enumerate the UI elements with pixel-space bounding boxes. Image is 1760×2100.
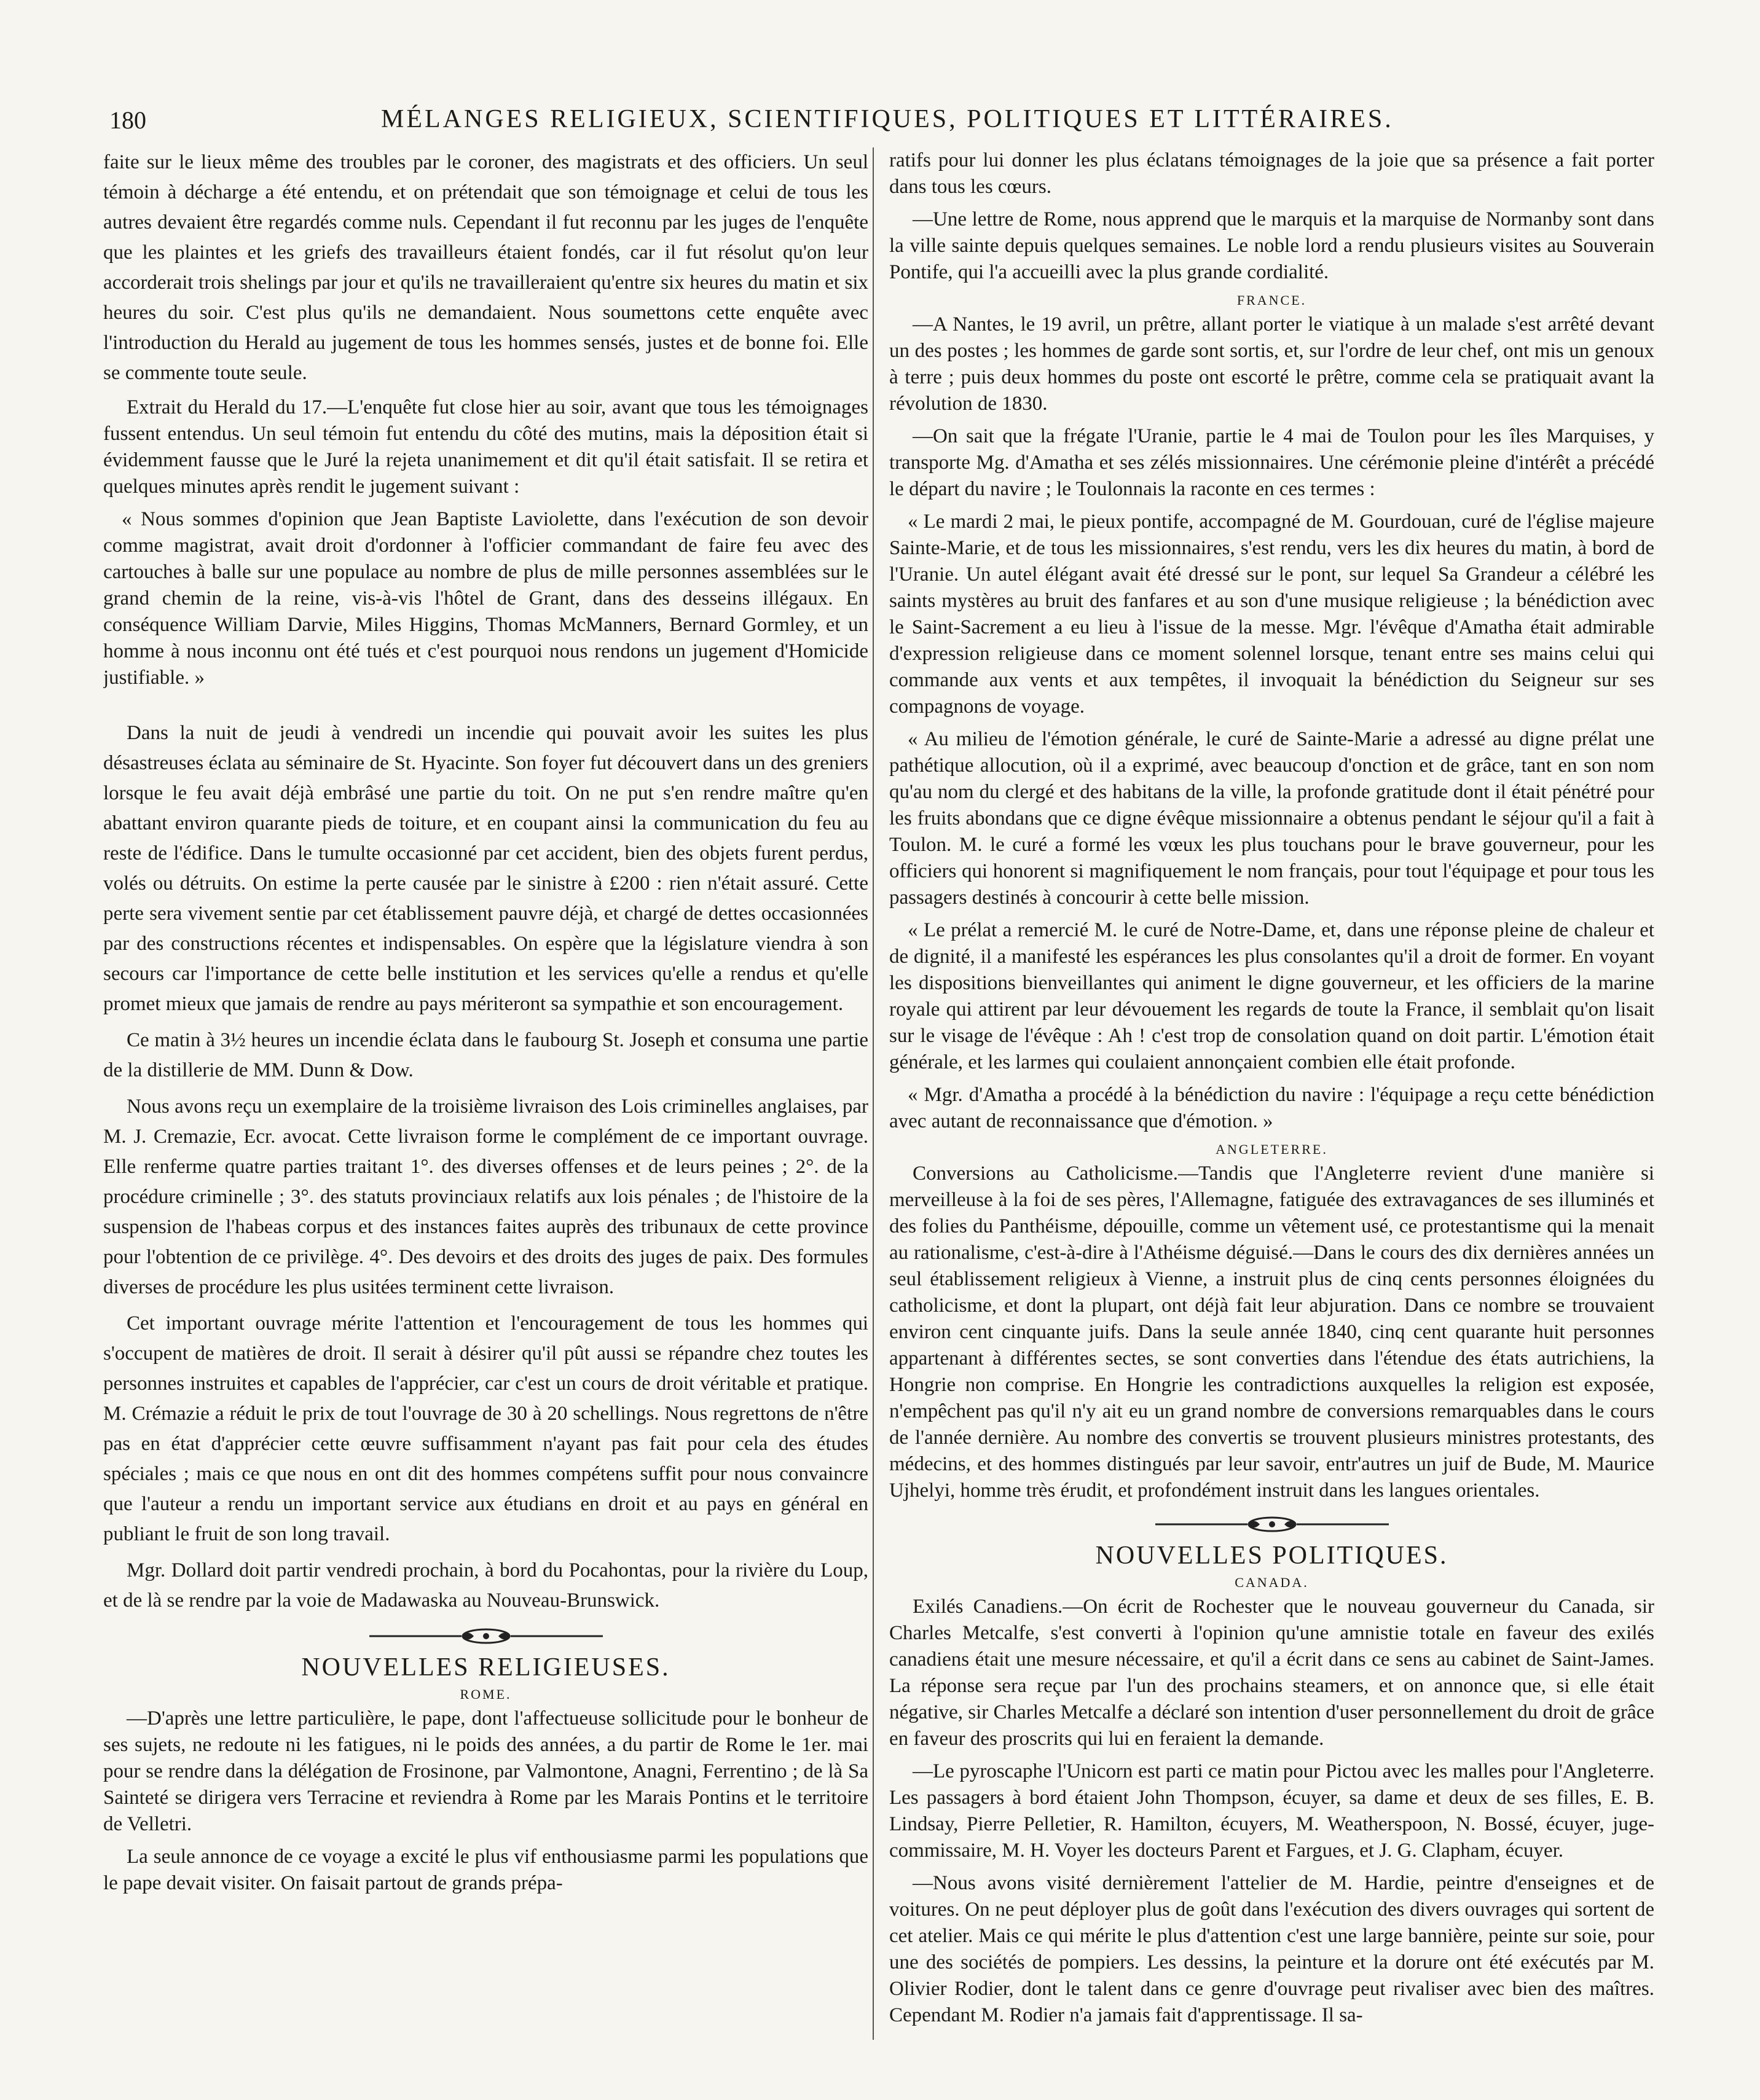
article-paragraph: —On sait que la frégate l'Uranie, partie le 4 mai de Toulon pour les îles Marquises, y transporte Mg. d'Amatha et ses zélés missionnaires. Une cérémonie pleine d'intérêt a précédé le départ du navire ; le Toulonnais la raconte en ces termes : bbox=[889, 425, 1654, 500]
section-heading-politiques: NOUVELLES POLITIQUES. bbox=[1095, 1542, 1448, 1570]
article-paragraph: —Une lettre de Rome, nous apprend que le marquis et la marquise de Normanby sont dans la ville sainte depuis quelques semaines. Le noble lord a rendu plusieurs visites au Souverain Pontife, qui l'a accueilli avec la plus grande cordialité. bbox=[889, 208, 1654, 283]
article-paragraph: ratifs pour lui donner les plus éclatans témoignages de la joie que sa présence a fait porter dans tous les cœurs. bbox=[889, 149, 1654, 198]
quoted-paragraph: « Mgr. d'Amatha a procédé à la bénédiction du navire : l'équipage a reçu cette bénédiction avec autant de reconnaissance que d'émotion. » bbox=[889, 1084, 1654, 1132]
left-column bbox=[103, 147, 868, 2040]
place-heading-rome: ROME. bbox=[460, 1687, 512, 1702]
ornament-divider-icon bbox=[1155, 1515, 1389, 1534]
article-paragraph: Exilés Canadiens.—On écrit de Rochester que le nouveau gouverneur du Canada, sir Charles Metcalfe, s'est converti à l'opinion qu'une amnistie totale en faveur des exilés canadiens était une mesure nécessaire, et qu'il a écrit dans ce sens au cabinet de Saint-James. La réponse sera reçue par l'un des prochains steamers, et on annonce que, si elle était négative, sir Charles Metcalfe a déclaré son intention d'user personnellement du droit de grâce en faveur des proscrits qui lui en feraient la demande. bbox=[889, 1596, 1654, 1750]
place-heading-canada: CANADA. bbox=[1235, 1575, 1309, 1590]
ornament-divider-icon bbox=[369, 1627, 603, 1645]
running-title: MÉLANGES RELIGIEUX, SCIENTIFIQUES, POLITIQUES ET LITTÉRAIRES. bbox=[381, 105, 1394, 133]
article-paragraph: Mgr. Dollard doit partir vendredi prochain, à bord du Pocahontas, pour la rivière du Loup, et de là se rendre par la voie de Madawaska au Nouveau-Brunswick. bbox=[103, 1559, 868, 1612]
section-heading-religieuses: NOUVELLES RELIGIEUSES. bbox=[301, 1653, 670, 1682]
place-heading-angleterre: ANGLETERRE. bbox=[1216, 1142, 1328, 1157]
quoted-paragraph: « Au milieu de l'émotion générale, le curé de Sainte-Marie a adressé au digne prélat une pathétique allocution, où il a exprimé, avec beaucoup d'onction et de grâce, tant en son nom qu'au nom du clergé et des habitans de la ville, la profonde gratitude dont il était pénétré pour les fruits abondans que ce digne évêque missionnaire a obtenus pendant le séjour qu'il a fait à Toulon. M. le curé a formé les vœux les plus touchans pour le brave gouverneur, pour les officiers qui honorent si magnifiquement le nom français, pour tout l'équipage et pour tous les passagers destinés à concourir à cette belle mission. bbox=[889, 728, 1654, 909]
article-paragraph: Extrait du Herald du 17.—L'enquête fut close hier au soir, avant que tous les témoignages fussent entendus. Un seul témoin fut entendu du côté des mutins, mais la déposition était si évidemment fausse que le Juré la rejeta unanimement et dit qu'il était satisfait. Il se retira et quelques minutes après rendit le jugement suivant : bbox=[103, 396, 868, 498]
article-paragraph: —Nous avons visité dernièrement l'attelier de M. Hardie, peintre d'enseignes et de voitures. On ne peut déployer plus de goût dans l'exécution des divers ouvrages qui sortent de cet atelier. Mais ce qui mérite le plus d'attention c'est une large bannière, peinte sur soie, pour une des sociétés de pompiers. Les dessins, la peinture et la dorure ont été exécutés par M. Olivier Rodier, dont le talent dans ce genre d'ouvrage peut rivaliser avec bien des maîtres. Cependant M. Rodier n'a jamais fait d'apprentissage. Il sa- bbox=[889, 1872, 1654, 2026]
article-paragraph: Ce matin à 3½ heures un incendie éclata dans le faubourg St. Joseph et consuma une partie de la distillerie de MM. Dunn & Dow. bbox=[103, 1029, 868, 1081]
article-paragraph: Dans la nuit de jeudi à vendredi un incendie qui pouvait avoir les suites les plus désastreuses éclata au séminaire de St. Hyacinte. Son foyer fut découvert dans un des greniers lorsque le feu avait déjà embrâsé une partie du toit. On ne put s'en rendre maître qu'en abattant environ quarante pieds de toiture, et en coupant ainsi la communication du feu au reste de l'édifice. Dans le tumulte occasionné par cet accident, bien des objets furent perdus, volés ou détruits. On estime la perte causée par le sinistre à £200 : rien n'était assuré. Cette perte sera vivement sentie par cet établissement pauvre déjà, et chargé de dettes occasionnées par des constructions récentes et indispensables. On espère que la législature viendra à son secours car l'importance de cette belle institution et les services qu'elle a rendus et qu'elle promet mieux que jamais de rendre au pays mériteront sa sympathie et son encouragement. bbox=[103, 722, 868, 1015]
column-rule bbox=[873, 147, 874, 2040]
article-paragraph: faite sur le lieux même des troubles par le coroner, des magistrats et des officiers. Un seul témoin à décharge a été entendu, et on prétendait que son témoignage et celui de tous les autres devaient être regardés comme nuls. Cependant il fut reconnu par les juges de l'enquête que les plaintes et les griefs des travailleurs étaient fondés, car il fut résolut qu'on leur accorderait trois shelings par jour et qu'ils ne travailleraient qu'entre six heures du matin et six heures du soir. C'est plus qu'ils ne demandaient. Nous soumettons cette enquête avec l'introduction du Herald au jugement de tous les hommes sensés, justes et de bonne foi. Elle se commente toute seule. bbox=[103, 151, 868, 384]
place-heading-france: FRANCE. bbox=[1236, 292, 1307, 308]
page-header bbox=[92, 98, 1665, 141]
article-paragraph: Nous avons reçu un exemplaire de la troisième livraison des Lois criminelles anglaises, par M. J. Cremazie, Ecr. avocat. Cette livraison forme le complément de ce important ouvrage. Elle renferme quatre parties traitant 1°. des diverses offenses et de leurs peines ; 2°. de la procédure criminelle ; 3°. des statuts provinciaux relatifs aux lois pénales ; de l'histoire de la suspension de l'habeas corpus et des instances faites auprès des tribunaux de cette province pour l'obtention de ce privilège. 4°. Des devoirs et des droits des juges de paix. Des formules diverses de procédure les plus usitées terminent cette livraison. bbox=[103, 1095, 868, 1298]
article-paragraph: —Le pyroscaphe l'Unicorn est parti ce matin pour Pictou avec les malles pour l'Angleterre. Les passagers à bord étaient John Thompson, écuyer, sa dame et deux de ses filles, E. B. Lindsay, Pierre Pelletier, R. Hamilton, écuyers, M. Weatherspoon, N. Bossé, écuyer, juge-commissaire, M. H. Voyer les docteurs Parent et Fargues, et J. G. Clapham, écuyer. bbox=[889, 1760, 1654, 1862]
right-column bbox=[889, 147, 1654, 2040]
article-paragraph: Conversions au Catholicisme.—Tandis que l'Angleterre revient d'une manière si merveilleuse à la foi de ses pères, l'Allemagne, fatiguée des extravagances de ses illuminés et des folies du Panthéisme, dépouille, comme un vêtement usé, ce protestantisme qui la menait au rationalisme, c'est-à-dire à l'Athéisme déguisé.—Dans le cours des dix dernières années un seul établissement religieux à Vienne, a instruit plus de cinq cents personnes éloignées du catholicisme, et dont la plupart, ont déjà fait leur abjuration. Dans ce nombre se trouvaient environ cent cinquante juifs. Dans la seule année 1840, cinq cent quarante huit personnes appartenant à différentes sectes, se sont converties dans l'étendue des états autrichiens, la Hongrie non comprise. En Hongrie les contradictions auxquelles la religion est exposée, n'empêchent pas qu'il n'y ait eu un grand nombre de conversions remarquables dans le cours de l'année dernière. Au nombre des convertis se trouvent plusieurs ministres protestants, des médecins, et des hommes distingués par leur savoir, entr'autres un juif de Bude, M. Maurice Ujhelyi, homme très érudit, et profondément instruit dans les langues orientales. bbox=[889, 1162, 1654, 1502]
quoted-paragraph: « Le prélat a remercié M. le curé de Notre-Dame, et, dans une réponse pleine de chaleur et de dignité, il a manifesté les espérances les plus consolantes qu'il a droit de former. En voyant les dispositions bienveillantes qui animent le digne gouverneur, et les officiers de la marine royale qui attirent par leur dévouement les regards de toute la France, il semblait qu'on lisait sur le visage de l'évêque : Ah ! c'est trop de consolation quand on doit partir. L'émotion était générale, et les larmes qui coulaient annonçaient combien elle était profonde. bbox=[889, 919, 1654, 1073]
article-paragraph: —D'après une lettre particulière, le pape, dont l'affectueuse sollicitude pour le bonheur de ses sujets, ne redoute ni les fatigues, ni le poids des années, a du partir de Rome le 1er. mai pour se rendre dans la délégation de Frosinone, par Valmontone, Anagni, Ferrentino ; de là Sa Sainteté se dirigera vers Terracine et reviendra à Rome par les Marais Pontins et le territoire de Velletri. bbox=[103, 1707, 868, 1835]
article-paragraph: —A Nantes, le 19 avril, un prêtre, allant porter le viatique à un malade s'est arrêté devant un des postes ; les hommes de garde sont sortis, et, sur l'ordre de leur chef, ont mis un genoux à terre ; puis deux hommes du poste ont escorté le prêtre, comme cela se pratiquait avant la révolution de 1830. bbox=[889, 313, 1654, 415]
page-number: 180 bbox=[109, 106, 146, 134]
article-paragraph: Cet important ouvrage mérite l'attention et l'encouragement de tous les hommes qui s'occupent de matières de droit. Il serait à désirer qu'il pût aussi se répandre chez toutes les personnes instruites et capables de l'apprécier, car c'est un cours de droit véritable et pratique. M. Crémazie a réduit le prix de tout l'ouvrage de 30 à 20 schellings. Nous regrettons de n'être pas en état d'apprécier cette œuvre suffisamment n'ayant pas fait pour cela des études spéciales ; mais ce que nous en ont dit des hommes compétens suffit pour nous convaincre que l'auteur a rendu un important service aux étudians en droit et au pays en général en publiant le fruit de son long travail. bbox=[103, 1312, 868, 1545]
quoted-paragraph: « Le mardi 2 mai, le pieux pontife, accompagné de M. Gourdouan, curé de l'église majeure Sainte-Marie, et de tous les missionnaires, s'est rendu, vers les dix heures du matin, à bord de l'Uranie. Un autel élégant avait été dressé sur le pont, sur lequel Sa Grandeur a célébré les saints mystères au bruit des fanfares et au son d'une musique religieuse ; la bénédiction avec le Saint-Sacrement a eu lieu à l'issue de la messe. Mgr. l'évêque d'Amatha était admirable d'expression religieuse dans ce moment solennel lorsque, tenant entre ses mains celui qui commande aux vents et aux tempêtes, il invoquait la bénédiction du Seigneur sur ses compagnons de voyage. bbox=[889, 511, 1654, 718]
article-paragraph: La seule annonce de ce voyage a excité le plus vif enthousiasme parmi les populations que le pape devait visiter. On faisait partout de grands prépa- bbox=[103, 1846, 868, 1894]
verdict-quote: « Nous sommes d'opinion que Jean Baptiste Laviolette, dans l'exécution de son devoir comme magistrat, avait droit d'ordonner à l'officier commandant de faire feu avec des cartouches à balle sur une populace au nombre de plus de mille personnes assemblées sur le grand chemin de la reine, vis-à-vis l'hôtel de Grant, dans des desseins illégaux. En conséquence William Darvie, Miles Higgins, Thomas McManners, Bernard Gormley, et un homme à nous inconnu ont été tués et c'est pourquoi nous rendons un jugement d'Homicide justifiable. » bbox=[103, 508, 868, 689]
